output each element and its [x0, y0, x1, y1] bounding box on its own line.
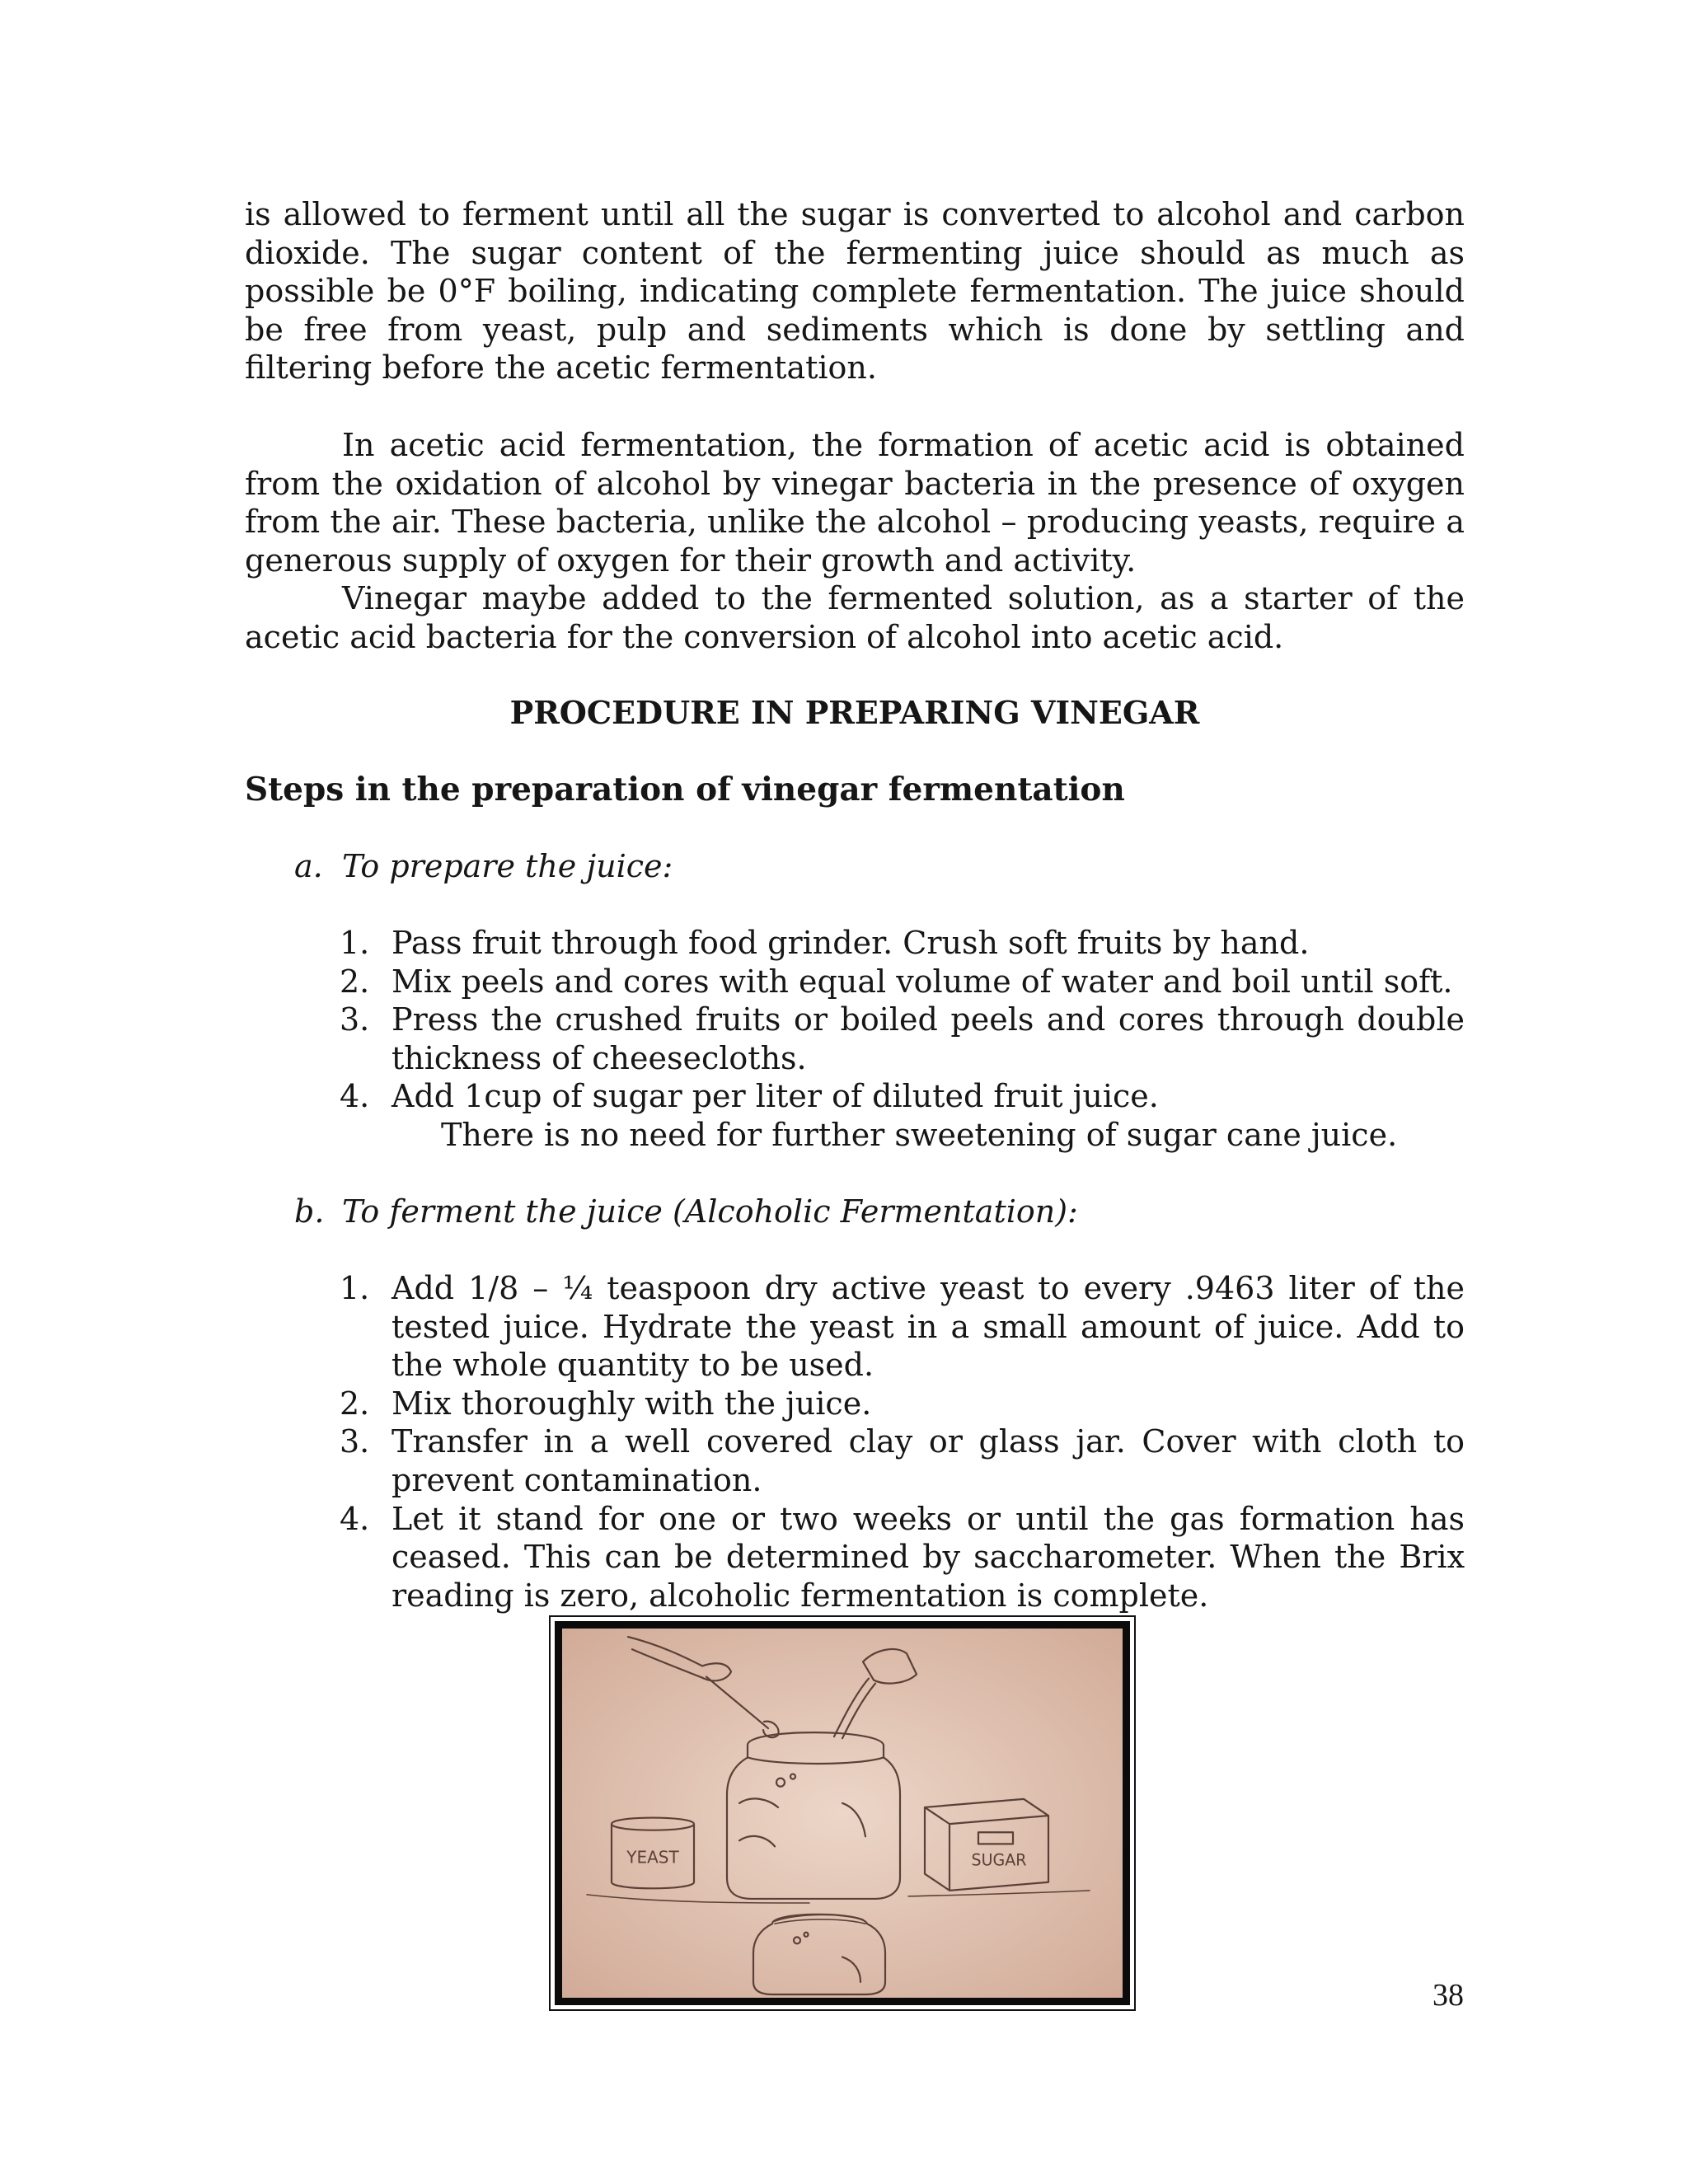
- sugar-cane-note: There is no need for further sweetening of sugar cane juice.: [441, 1117, 1398, 1153]
- yeast-label: YEAST: [626, 1847, 679, 1868]
- sugar-label: SUGAR: [971, 1851, 1027, 1870]
- steps-heading: Steps in the preparation of vinegar fermentation: [245, 771, 1125, 808]
- list-item-text: Let it stand for one or two weeks or until the gas formation has ceased. This can be determined by saccharometer. When the Brix reading is zero, alcoholic fermentation is complete.: [392, 1500, 1465, 1614]
- list-item: [340, 1385, 1465, 1423]
- list-item-number: 2.: [340, 963, 370, 1000]
- list-item-text: Pass fruit through food grinder. Crush soft fruits by hand.: [392, 925, 1310, 961]
- section-a-heading: [294, 847, 673, 885]
- list-item: [340, 1077, 1465, 1116]
- list-item: [340, 963, 1465, 1001]
- section-a-title: To prepare the juice:: [342, 848, 673, 884]
- section-b-heading: [294, 1193, 1078, 1230]
- paragraph-intro: is allowed to ferment until all the sugar is converted to alcohol and carbon dioxide. The sugar content of the fermenting juice should as much as possible be 0°F boiling, indicating complete fermentation. The juice should be free from yeast, pulp and sediments which is done by settling and filtering before the acetic fermentation.: [245, 196, 1465, 387]
- list-item-number: 2.: [340, 1385, 370, 1422]
- list-item: [340, 1500, 1465, 1615]
- list-item: [340, 1422, 1465, 1499]
- sketch-drawing: [562, 1629, 1123, 1998]
- section-a-letter: a.: [294, 848, 323, 884]
- paragraph-starter: Vinegar maybe added to the fermented solution, as a starter of the acetic acid bacteria for the conversion of alcohol into acetic acid.: [245, 580, 1465, 655]
- list-item-number: 3.: [340, 1001, 370, 1038]
- section-b-letter: b.: [294, 1193, 325, 1230]
- list-item: [340, 1001, 1465, 1077]
- list-item-text: Mix peels and cores with equal volume of water and boil until soft.: [392, 963, 1453, 1000]
- page-title: PROCEDURE IN PREPARING VINEGAR: [509, 694, 1200, 731]
- list-item-number: 1.: [340, 925, 370, 961]
- section-a-list: [340, 924, 1465, 1116]
- page-number: 38: [1432, 1978, 1464, 2013]
- list-item-number: 4.: [340, 1500, 370, 1537]
- list-item-text: Mix thoroughly with the juice.: [392, 1385, 872, 1422]
- list-item-text: Press the crushed fruits or boiled peels and cores through double thickness of cheesecloths.: [392, 1001, 1465, 1076]
- vinegar-illustration: [549, 1615, 1136, 2011]
- list-item: [340, 1269, 1465, 1385]
- list-item: [340, 924, 1465, 963]
- list-item-number: 4.: [340, 1078, 370, 1115]
- list-item-text: Add 1/8 – ¼ teaspoon dry active yeast to every .9463 liter of the tested juice. Hydrate the yeast in a small amount of juice. Add to the whole quantity to be used.: [392, 1270, 1465, 1384]
- list-item-number: 3.: [340, 1423, 370, 1460]
- section-b-title: To ferment the juice (Alcoholic Fermentation):: [342, 1193, 1078, 1230]
- section-b-list: [340, 1269, 1465, 1615]
- list-item-text: Transfer in a well covered clay or glass jar. Cover with cloth to prevent contamination.: [392, 1423, 1465, 1498]
- list-item-number: 1.: [340, 1270, 370, 1306]
- list-item-text: Add 1cup of sugar per liter of diluted fruit juice.: [392, 1078, 1159, 1115]
- paragraph-acetic: In acetic acid fermentation, the formation of acetic acid is obtained from the oxidation of alcohol by vinegar bacteria in the presence of oxygen from the air. These bacteria, unlike the alcohol – producing yeasts, require a generous supply of oxygen for their growth and activity.: [245, 427, 1465, 579]
- illustration-frame: [555, 1621, 1130, 2005]
